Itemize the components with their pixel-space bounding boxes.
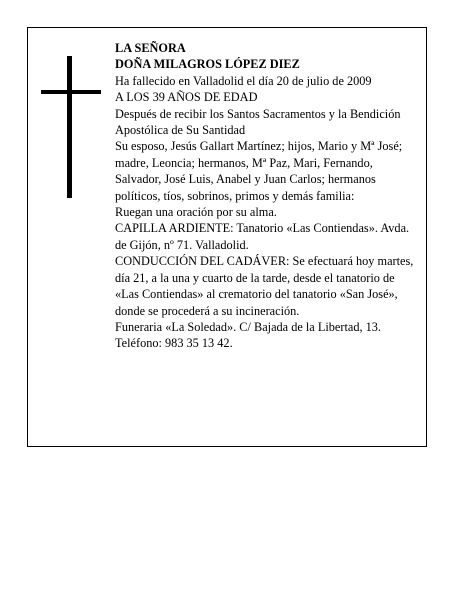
cross-icon: [41, 56, 101, 198]
funeral-home-info: Funeraria «La Soledad». C/ Bajada de la Libertad, 13. Teléfono: 983 35 13 42.: [115, 319, 382, 351]
sacraments-statement: Después de recibir los Santos Sacramentos y la Bendición Apostólica de Su Santidad: [115, 106, 401, 138]
chapel-info: CAPILLA ARDIENTE: Tanatorio «Las Contiendas». Avda. de Gijón, nº 71. Valladolid.: [115, 221, 410, 252]
age-statement: A LOS 39 AÑOS DE EDAD: [115, 90, 258, 105]
deceased-name: DOÑA MILAGROS LÓPEZ DIEZ: [115, 57, 300, 72]
cross-vertical-bar: [67, 56, 72, 198]
prayer-request: Ruegan una oración por su alma.: [115, 205, 277, 220]
family-list: Su esposo, Jesús Gallart Martínez; hijos, Mario y Mª José; madre, Leoncia; hermanos, Mª Paz, Mari, Fernando, Salvador, José Luis, Anabel y Juan Carlos; hermanos políticos, tíos, sobrinos, primos y demás familia:: [115, 139, 403, 203]
death-statement: Ha fallecido en Valladolid el día 20 de julio de 2009: [115, 73, 372, 88]
notice-text: [115, 40, 415, 352]
conduction-info: CONDUCCIÓN DEL CADÁVER: Se efectuará hoy martes, día 21, a la una y cuarto de la tarde, desde el tanatorio de «Las Contiendas» al crematorio del tanatorio «San José», donde se procederá a su incineración.: [115, 254, 414, 318]
obituary-notice: [27, 27, 427, 447]
cross-horizontal-bar: [41, 90, 101, 94]
notice-title: LA SEÑORA: [115, 41, 186, 55]
